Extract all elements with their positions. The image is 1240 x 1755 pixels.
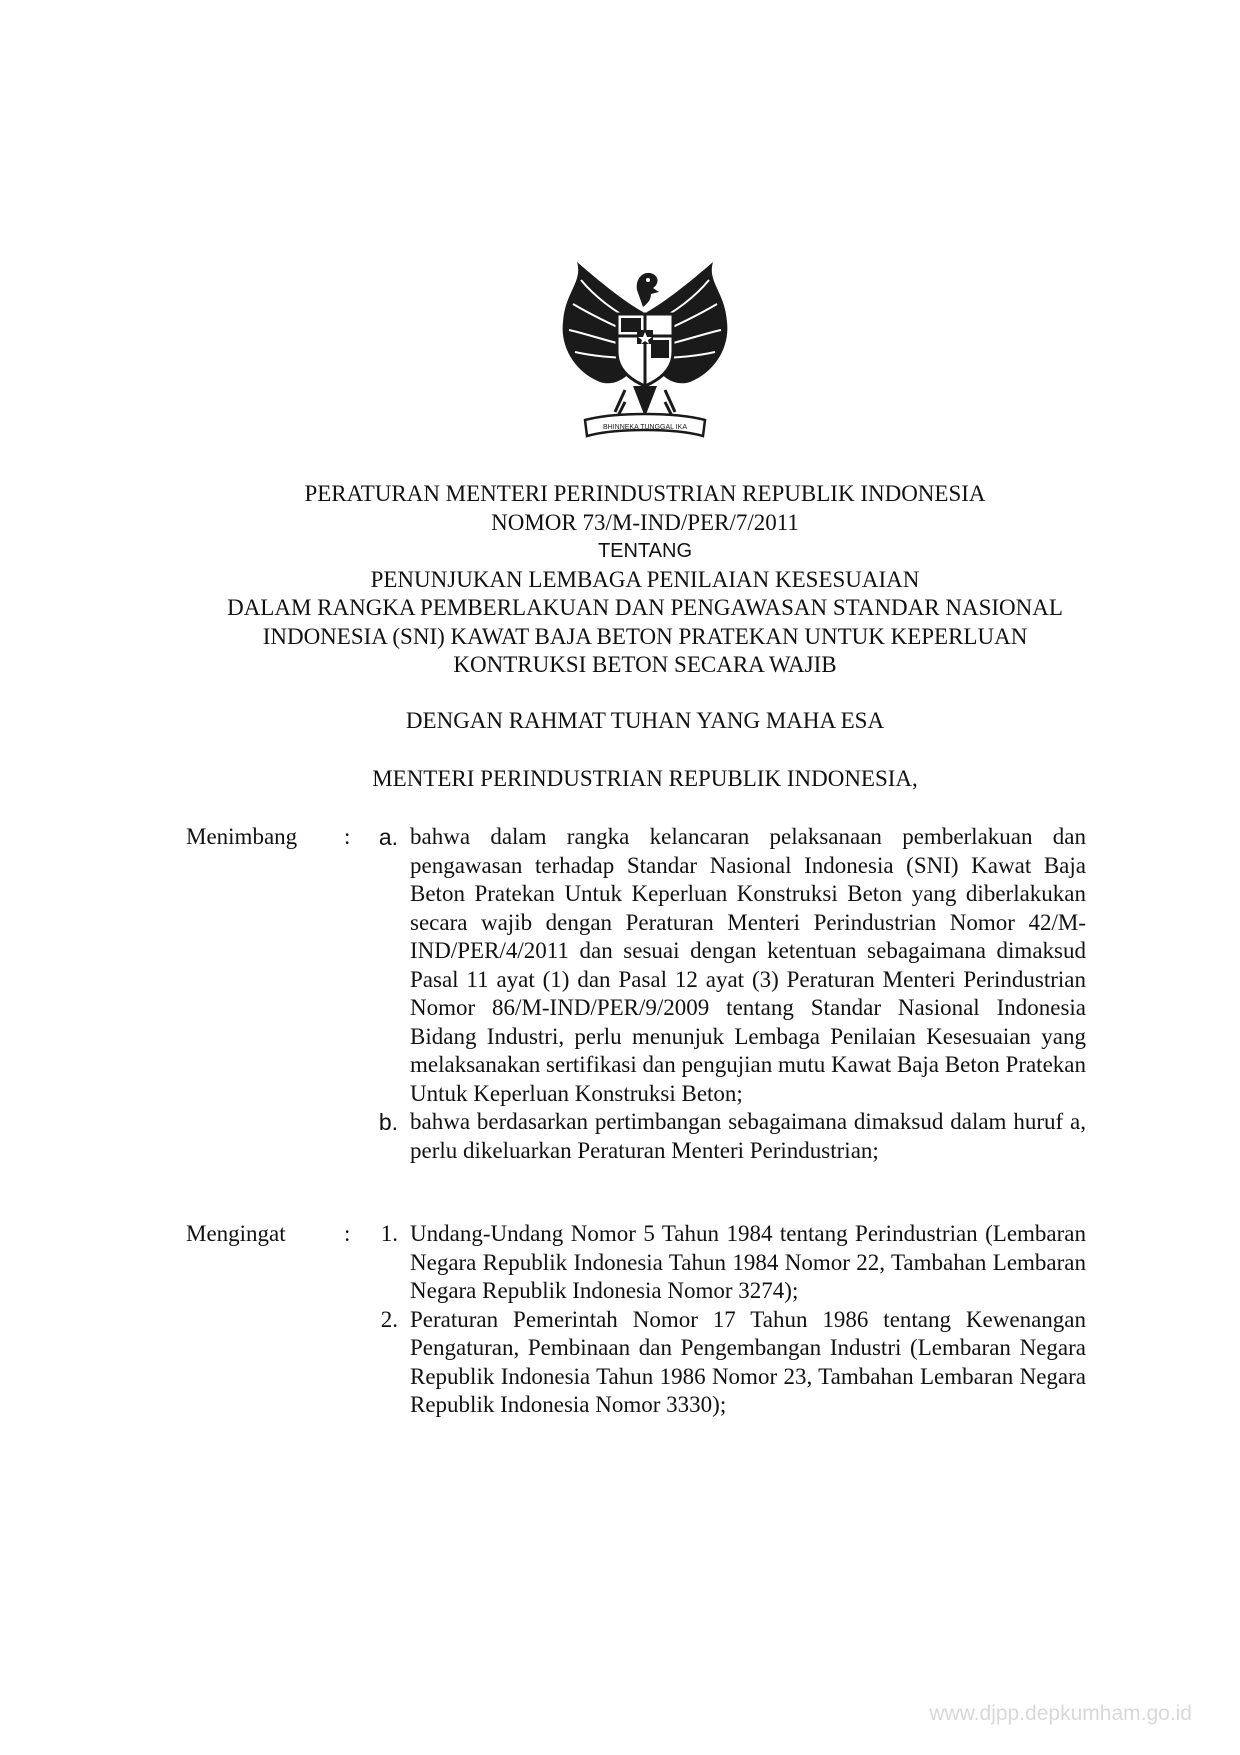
item-text: Undang-Undang Nomor 5 Tahun 1984 tentang Perindustrian (Lembaran Negara Republik Indonesia Tahun 1984 Nomor 22, Tambahan Lembaran Negara Republik Indonesia Nomor 3274);: [410, 1221, 1086, 1303]
blessing-line: DENGAN RAHMAT TUHAN YANG MAHA ESA: [405, 708, 885, 733]
list-item: [366, 823, 1086, 1108]
list-item: [366, 1220, 1086, 1306]
heading-subject-line-1: PENUNJUKAN LEMBAGA PENILAIAN KESESUAIAN: [370, 566, 920, 592]
heading-subject-line-2: DALAM RANGKA PEMBERLAKUAN DAN PENGAWASAN STANDAR NASIONAL: [227, 595, 1063, 620]
emblem-motto: BHINNEKA TUNGGAL IKA: [602, 424, 688, 431]
mengingat-section: [186, 1220, 1086, 1420]
menimbang-colon: :: [344, 824, 351, 849]
menimbang-label: Menimbang: [186, 824, 298, 849]
item-marker: a.: [378, 824, 398, 850]
list-item: [366, 1306, 1086, 1420]
heading-tentang: TENTANG: [597, 540, 693, 562]
heading-title: PERATURAN MENTERI PERINDUSTRIAN REPUBLIK INDONESIA: [304, 481, 986, 506]
minister-line: MENTERI PERINDUSTRIAN REPUBLIK INDONESIA,: [372, 766, 918, 791]
heading-number: NOMOR 73/M-IND/PER/7/2011: [491, 509, 799, 535]
menimbang-section: [186, 823, 1086, 1165]
item-text: bahwa berdasarkan pertimbangan sebagaimana dimaksud dalam huruf a, perlu dikeluarkan Peraturan Menteri Perindustrian;: [410, 1109, 1086, 1163]
item-marker: b.: [378, 1109, 398, 1135]
mengingat-colon: :: [344, 1221, 351, 1246]
garuda-pancasila-emblem-icon: [555, 252, 735, 452]
item-text: bahwa dalam rangka kelancaran pelaksanaan pemberlakuan dan pengawasan terhadap Standar Nasional Indonesia (SNI) Kawat Baja Beton Pratekan Untuk Keperluan Konstruksi Beton yang diberlakukan secara wajib dengan Peraturan Menteri Perindustrian Nomor 42/M-IND/PER/4/2011 dan sesuai dengan ketentuan sebagaimana dimaksud Pasal 11 ayat (1) dan Pasal 12 ayat (3) Peraturan Menteri Perindustrian Nomor 86/M-IND/PER/9/2009 tentang Standar Nasional Indonesia Bidang Industri, perlu menunjuk Lembaga Penilaian Kesesuaian yang melaksanakan sertifikasi dan pengujian mutu Kawat Baja Beton Pratekan Untuk Keperluan Konstruksi Beton;: [410, 824, 1086, 1106]
watermark-url: www.djpp.depkumham.go.id: [929, 1702, 1192, 1725]
item-text: Peraturan Pemerintah Nomor 17 Tahun 1986 tentang Kewenangan Pengaturan, Pembinaan dan Pengembangan Industri (Lembaran Negara Republik Indonesia Tahun 1986 Nomor 23, Tambahan Lembaran Negara Republik Indonesia Nomor 3330);: [410, 1306, 1086, 1417]
document-heading: [150, 480, 1140, 680]
item-marker: 1.: [380, 1221, 398, 1246]
heading-subject-line-4: KONTRUKSI BETON SECARA WAJIB: [453, 652, 837, 677]
heading-subject-line-3: INDONESIA (SNI) KAWAT BAJA BETON PRATEKAN UNTUK KEPERLUAN: [262, 623, 1028, 649]
list-item: [366, 1108, 1086, 1165]
mengingat-label: Mengingat: [186, 1221, 286, 1246]
item-marker: 2.: [380, 1306, 398, 1332]
